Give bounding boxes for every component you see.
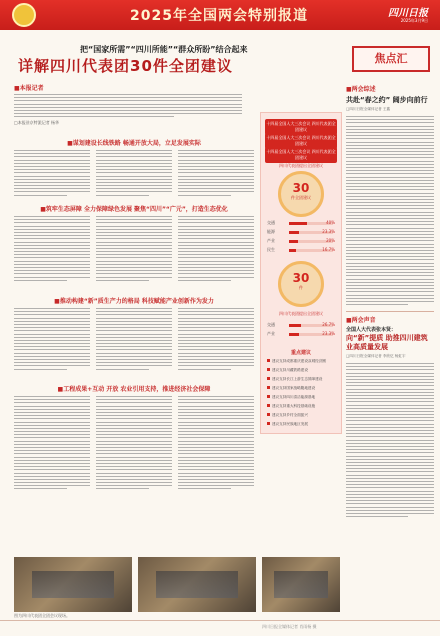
- highlight-item: [267, 368, 335, 373]
- lead-label: ■本报记者: [14, 85, 44, 92]
- stat-bar-fill: [289, 231, 299, 234]
- stat-percent: 26.7%: [322, 322, 335, 327]
- section-1: [14, 138, 254, 196]
- stat-row: [267, 323, 335, 329]
- highlight-text: 建议支持成都重庆建设双城经济圈: [272, 359, 326, 363]
- highlight-text: 建议支持国家战略腹地建设: [272, 386, 316, 390]
- highlight-item: [267, 395, 335, 400]
- emblem-icon: [12, 3, 36, 27]
- stat-bar-fill: [289, 333, 299, 336]
- section-3: [14, 296, 254, 370]
- right-section-label: ■两会综述: [346, 86, 376, 93]
- section-2: [14, 204, 254, 281]
- news-photo: [262, 557, 340, 612]
- sidebar-banner: 十四届全国人大三次会议 四川代表团全团建议: [265, 119, 337, 135]
- stat-label: 交通: [267, 322, 275, 327]
- section-title: ■推动构建“新”质生产力的格局 科技赋能产业创新作为发力: [54, 298, 214, 305]
- stat-row: [267, 332, 335, 338]
- section-title: ■工程成果+互动 开放 农业引用支持，推进经济社会保障: [57, 386, 211, 393]
- stat-label: 民生: [267, 247, 275, 252]
- highlight-text: 建议支持长江上游生态屏障建设: [272, 377, 323, 381]
- highlight-item: [267, 377, 335, 382]
- footer: [0, 620, 440, 636]
- highlight-item: [267, 422, 335, 427]
- stat-row: [267, 221, 335, 227]
- highlight-item: [267, 413, 335, 418]
- bullet-icon: [267, 386, 270, 389]
- section-title: ■筑牢生态屏障 全力保障绿色发展 聚焦“四川”“广元”，打造生态优化: [40, 206, 228, 213]
- stat-row: [267, 239, 335, 245]
- sidebar-banner: 十四届全国人大三次会议 四川代表团全团建议: [265, 147, 337, 163]
- count-ring-2: [278, 261, 324, 307]
- ring-unit: 件: [299, 285, 303, 290]
- stat-percent: 16.7%: [322, 247, 335, 252]
- header-banner: [0, 0, 440, 30]
- news-photo: [14, 557, 132, 612]
- right-byline: □四川日报全媒体记者 王鑫: [346, 107, 391, 111]
- stat-bar-fill: [289, 222, 307, 225]
- kicker: 把“国家所需”“四川所能”“群众所盼”结合起来: [80, 45, 248, 54]
- highlights-title: 重点建议: [290, 350, 311, 356]
- ring-number: 30: [292, 181, 310, 195]
- right-kicker-2: 全国人大代表张本贤：: [346, 327, 397, 334]
- bullet-icon: [267, 377, 270, 380]
- count-ring: [278, 171, 324, 217]
- ring-number: 30: [292, 271, 310, 285]
- footer-credit: 四川日报全媒体记者 肖雨杨 摄: [262, 624, 317, 629]
- stat-percent: 20%: [326, 238, 335, 243]
- bullet-icon: [267, 368, 270, 371]
- newspaper-logo: 四川日报: [388, 8, 428, 19]
- stat-bar-fill: [289, 240, 298, 243]
- stat-label: 交通: [267, 220, 275, 225]
- highlight-item: [267, 386, 335, 391]
- banner-title: 2025年全国两会特别报道: [130, 8, 308, 24]
- sidebar-banner: 十四届全国人大三次会议 四川代表团全团建议: [265, 133, 337, 149]
- bullet-icon: [267, 404, 270, 407]
- section-title: ■谋划建设长线铁路 畅通开放大局，立足发展实际: [67, 140, 201, 147]
- ring2-caption: 四川代表团提出全团建议: [279, 311, 323, 316]
- stat-label: 能源: [267, 229, 275, 234]
- byline: □本报驻京特派记者 杨华: [14, 120, 60, 126]
- right-headline: 共赴“春之约” 阔步向前行: [346, 96, 428, 104]
- lead-paragraph: [14, 83, 242, 126]
- right-byline-2: □四川日报全媒体记者 李欣忆 杨虹宇: [346, 354, 406, 359]
- section-stamp: 焦点汇: [352, 46, 430, 72]
- ring-caption: 四川代表团提出全团建议: [279, 163, 323, 168]
- highlight-text: 建议支持重大科技基础设施: [272, 404, 316, 408]
- stat-label: 产业: [267, 238, 275, 243]
- highlight-text: 建议支持乡村全面振兴: [272, 413, 308, 417]
- highlight-item: [267, 404, 335, 409]
- highlight-item: [267, 359, 335, 364]
- stat-row: [267, 248, 335, 254]
- bullet-icon: [267, 395, 270, 398]
- highlight-text: 建议支持川藏铁路建设: [272, 368, 308, 372]
- bullet-icon: [267, 413, 270, 416]
- ring-unit: 件全团建议: [291, 195, 311, 200]
- highlight-text: 建议支持民族地区发展: [272, 422, 308, 426]
- section-4: [14, 384, 254, 489]
- right-section-label-2: ■两会声音: [346, 317, 376, 325]
- right-headline-2: 向“新”提质 助推四川建筑业高质量发展: [346, 334, 428, 352]
- stat-percent: 23.3%: [322, 229, 335, 234]
- stat-bar-fill: [289, 324, 301, 327]
- stat-percent: 40%: [326, 220, 335, 225]
- infographic-sidebar: [260, 112, 342, 434]
- main-headline: 详解四川代表团30件全团建议: [18, 57, 233, 75]
- stat-bar-fill: [289, 249, 296, 252]
- stat-percent: 23.3%: [322, 331, 335, 336]
- right-column: [346, 84, 434, 517]
- issue-date: 2025年3月9日: [400, 18, 428, 23]
- bullet-icon: [267, 422, 270, 425]
- stat-row: [267, 230, 335, 236]
- photo-caption: 图为四川代表团全团会议现场。: [14, 613, 70, 618]
- news-photo: [138, 557, 256, 612]
- bullet-icon: [267, 359, 270, 362]
- stat-label: 产业: [267, 331, 275, 336]
- highlight-text: 建议支持四川清洁能源基地: [272, 395, 316, 399]
